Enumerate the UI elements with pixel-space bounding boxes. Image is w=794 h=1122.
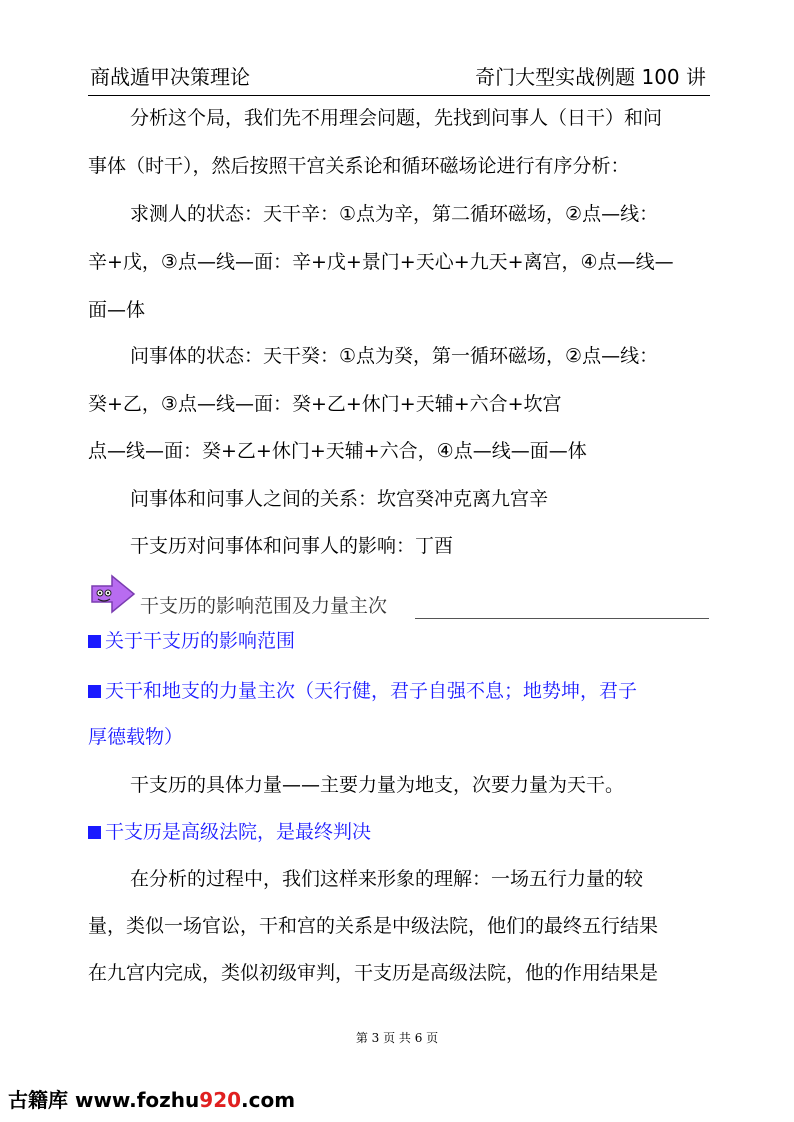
page-number: 第 3 页 共 6 页 xyxy=(355,1031,439,1045)
heading-text: 干支历是高级法院，是最终判决 xyxy=(105,821,372,843)
square-bullet-icon xyxy=(88,685,101,698)
paragraph-line: 求测人的状态：天干辛：①点为辛，第二循环磁场，②点—线： xyxy=(130,203,659,225)
paragraph-line: 事体（时干），然后按照干宫关系论和循环磁场论进行有序分析： xyxy=(88,155,630,177)
square-bullet-icon xyxy=(88,826,101,839)
watermark-brand xyxy=(8,1084,295,1113)
header-divider xyxy=(88,95,710,96)
brand-number: 920 xyxy=(199,1088,242,1112)
paragraph-line: 干支历的具体力量——主要力量为地支，次要力量为天干。 xyxy=(130,774,625,796)
paragraph-line: 辛+戊，③点—线—面：辛+戊+景门+天心+九天+离宫，④点—线— xyxy=(88,251,674,273)
blue-heading xyxy=(88,676,713,706)
paragraph-line: 干支历对问事体和问事人的影响：丁酉 xyxy=(130,535,454,557)
heading-text: 关于干支历的影响范围 xyxy=(105,630,296,652)
paragraph-line: 分析这个局，我们先不用理会问题，先找到问事人（日干）和问 xyxy=(130,107,663,129)
header-title-left: 商战遁甲决策理论 xyxy=(90,65,250,89)
paragraph-line: 点—线—面：癸+乙+休门+天辅+六合，④点—线—面—体 xyxy=(88,440,587,462)
paragraph-line: 量，类似一场官讼，干和宫的关系是中级法院，他们的最终五行结果 xyxy=(88,915,659,937)
arrow-pointer-icon xyxy=(88,572,138,616)
paragraph-line: 面—体 xyxy=(88,299,146,321)
paragraph-line: 问事体的状态：天干癸：①点为癸，第一循环磁场，②点—线： xyxy=(130,345,659,367)
header-title-right: 奇门大型实战例题 100 讲 xyxy=(475,65,706,89)
blue-heading xyxy=(88,626,713,656)
section-underline xyxy=(415,618,709,619)
brand-suffix: .com xyxy=(241,1088,296,1112)
blue-heading-continuation: 厚德载物） xyxy=(88,726,184,748)
paragraph-line: 在分析的过程中，我们这样来形象的理解：一场五行力量的较 xyxy=(130,868,644,890)
brand-prefix: 古籍库 www.fozhu xyxy=(8,1088,200,1112)
paragraph-line: 癸+乙，③点—线—面：癸+乙+休门+天辅+六合+坎宫 xyxy=(88,393,562,415)
paragraph-line: 问事体和问事人之间的关系：坎宫癸冲克离九宫辛 xyxy=(130,488,549,510)
paragraph-line: 在九宫内完成，类似初级审判，干支历是高级法院，他的作用结果是 xyxy=(88,962,659,984)
blue-heading xyxy=(88,817,713,847)
square-bullet-icon xyxy=(88,635,101,648)
section-title: 干支历的影响范围及力量主次 xyxy=(140,595,388,617)
heading-text: 天干和地支的力量主次（天行健，君子自强不息；地势坤，君子 xyxy=(105,680,638,702)
